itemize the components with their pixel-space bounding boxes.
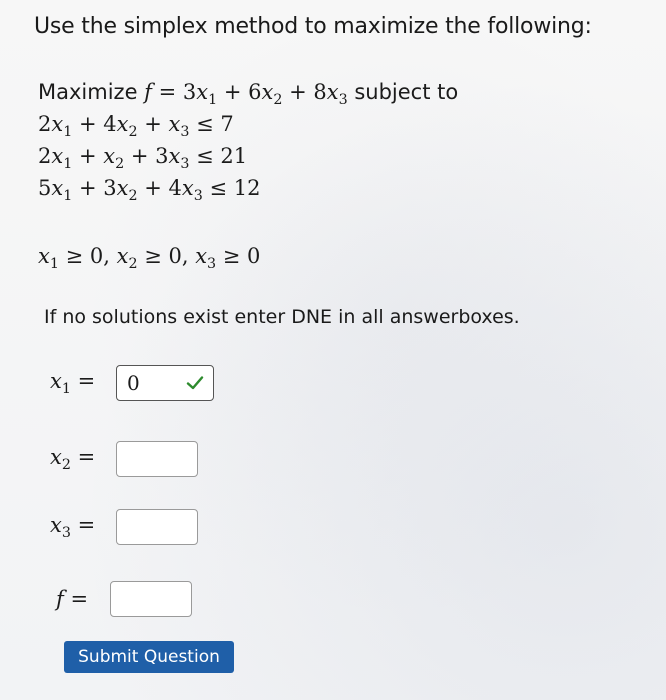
constraint-1: $2x_1 + 4x_2 + x_3 \le 7$ [38, 112, 234, 140]
answer-input-x2[interactable] [116, 441, 198, 477]
answer-row-x2 [50, 438, 198, 480]
answer-label-x3: $x_3$ = [50, 513, 96, 541]
question-heading: Use the simplex method to maximize the following: [34, 14, 592, 39]
objective-line [38, 80, 458, 108]
constraint-2: $2x_1 + x_2 + 3x_3 \le 21$ [38, 144, 248, 172]
subject-to-text: subject to [354, 80, 459, 104]
answer-input-f[interactable] [110, 581, 192, 617]
answer-label-x1: $x_1$ = [50, 369, 96, 397]
answer-label-f: f = [56, 587, 89, 611]
answer-label-x2: $x_2$ = [50, 445, 96, 473]
dne-instruction: If no solutions exist enter DNE in all answerboxes. [44, 306, 520, 328]
answer-row-x1 [50, 362, 214, 404]
check-icon [185, 373, 205, 393]
answer-row-x3 [50, 506, 198, 548]
objective-function: $f = 3x_1 + 6x_2 + 8x_3$ [144, 80, 348, 108]
nonnegativity-constraints: $x_1 \ge 0$, $x_2 \ge 0$, $x_3 \ge 0$ [38, 244, 261, 272]
answer-input-x1[interactable] [116, 365, 214, 401]
submit-question-button[interactable]: Submit Question [64, 641, 234, 673]
answer-input-x3[interactable] [116, 509, 198, 545]
answer-row-f [56, 578, 192, 620]
answer-value-x1: 0 [127, 371, 140, 395]
constraint-3: $5x_1 + 3x_2 + 4x_3 \le 12$ [38, 176, 261, 204]
maximize-word: Maximize [38, 80, 138, 104]
